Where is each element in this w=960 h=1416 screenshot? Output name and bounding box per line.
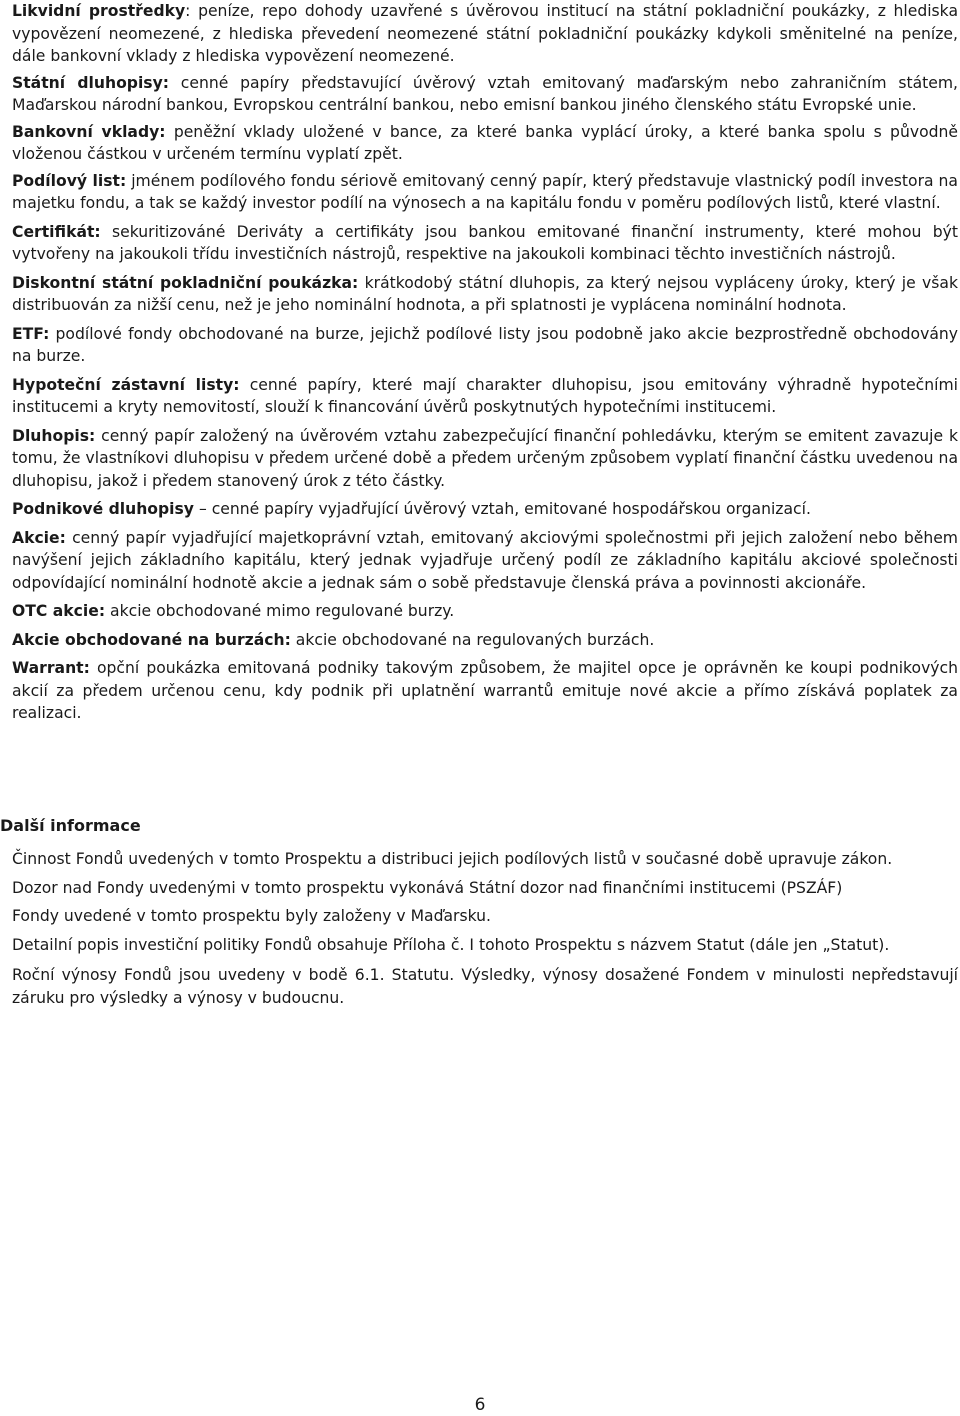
definition-akcie	[12, 527, 958, 595]
page-number: 6	[474, 1395, 486, 1415]
definition-otc-akcie	[12, 600, 958, 623]
definition-likvidni-prostredky: Likvidní prostředky: peníze, repo dohody uzavřené s úvěrovou institucí na státní pokladniční poukázky, z hlediska vypovězení neomezené, z hlediska převedení neomezené státní pokladniční poukázky kdykoli směnitelné na peníze, dále bankovní vklady z hlediska vypovězení neomezené.	[12, 2, 958, 65]
definition-text: peněžní vklady uložené v bance, za které banka vyplácí úroky, a které banka spolu s původně vloženou částkou v určeném termínu vyplatí zpět.	[12, 122, 958, 163]
definition-text: cenné papíry, které mají charakter dluhopisu, jsou emitovány výhradně hypotečními institucemi a kryty nemovitostí, slouží k financování úvěrů poskytnutých hypotečními institucemi.	[12, 375, 958, 416]
definition-text: jménem podílového fondu sériově emitovaný cenný papír, který představuje vlastnický podíl investora na majetku fondu, a tak se každý investor podílí na výnosech a na kapitálu fondu v poměru podílových listů, které vlastní.	[12, 171, 958, 212]
definition-warrant	[12, 657, 958, 725]
definitions-list	[12, 0, 958, 725]
definition-podilovy-list	[12, 170, 958, 215]
definition-term: Likvidní prostředky	[12, 2, 186, 20]
info-list	[12, 848, 958, 1015]
definition-text: podílové fondy obchodované na burze, jejichž podílové listy jsou podobně jako akcie bezprostředně obchodovány na burze.	[12, 324, 958, 365]
definition-term: Státní dluhopisy:	[12, 73, 169, 92]
definition-term: Dluhopis:	[12, 426, 96, 445]
section-heading: Další informace	[0, 816, 141, 835]
definition-term: Podnikové dluhopisy	[12, 500, 194, 518]
definition-term: OTC akcie:	[12, 602, 106, 620]
definition-diskontni-poukazka	[12, 272, 958, 317]
definition-term: Podílový list:	[12, 171, 127, 190]
definition-text: akcie obchodované mimo regulované burzy.	[110, 602, 455, 620]
definition-text: cenný papír založený na úvěrovém vztahu zabezpečující finanční pohledávku, kterým se emitent zavazuje k tomu, že vlastníkovi dluhopisu v předem určené době a předem určeným způsobem vyplatí finanční částku uvedenou na dluhopisu, jakož i předem stanovený úrok z této částky.	[12, 426, 958, 490]
info-paragraph: Roční výnosy Fondů jsou uvedeny v bodě 6.1. Statutu. Výsledky, výnosy dosažené Fondem v minulosti nepředstavují záruku pro výsledky a výnosy v budoucnu.	[12, 966, 958, 1007]
definition-etf	[12, 323, 958, 368]
definition-akcie-na-burzach	[12, 629, 958, 652]
definition-text: peníze, repo dohody uzavřené s úvěrovou institucí na státní pokladniční poukázky, z hlediska vypovězení neomezené, z hlediska převedení neomezené státní pokladniční poukázky kdykoli směnitelné na peníze, dále bankovní vklady z hlediska vypovězení neomezené.	[12, 2, 958, 65]
definition-certifikat	[12, 221, 958, 266]
info-paragraph: Dozor nad Fondy uvedenými v tomto prospektu vykonává Státní dozor nad finančními institucemi (PSZÁF)	[12, 878, 843, 897]
definition-bankovni-vklady	[12, 121, 958, 166]
definition-term: ETF:	[12, 324, 50, 343]
definition-dluhopis	[12, 425, 958, 493]
definition-text: krátkodobý státní dluhopis, za který nejsou vypláceny úroky, který je však distribuován za nižší cenu, než je jeho nominální hodnota, a při splatnosti je vyplácena nominální hodnota.	[12, 273, 958, 314]
definition-text: sekuritizováné Deriváty a certifikáty jsou bankou emitované finanční instrumenty, které mohou být vytvořeny na jakoukoli třídu investičních nástrojů, respektive na jakoukoli kombinaci těchto investičních nástrojů.	[12, 222, 958, 263]
definition-term: Warrant:	[12, 659, 90, 677]
definition-text: cenný papír vyjadřující majetkoprávní vztah, emitovaný akciovými společnostmi při jejich založení nebo během navýšení jejich základního kapitálu, který jednak vyjadřuje určený podíl ze základního kapitálu akciové společnosti odpovídající nominální hodnotě akcie a jednak sám o sobě představuje členská práva a povinnosti akcionáře.	[12, 528, 958, 592]
definition-statni-dluhopisy	[12, 72, 958, 117]
info-paragraph: Detailní popis investiční politiky Fondů obsahuje Příloha č. I tohoto Prospektu s názvem Statut (dále jen „Statut).	[12, 935, 890, 954]
definition-term: Certifikát:	[12, 222, 101, 241]
definition-text: akcie obchodované na regulovaných burzách.	[295, 630, 655, 649]
definition-term: Hypoteční zástavní listy:	[12, 375, 240, 394]
definition-hypotecni-listy	[12, 374, 958, 419]
definition-term: Akcie obchodované na burzách:	[12, 630, 291, 649]
info-paragraph: Činnost Fondů uvedených v tomto Prospektu a distribuci jejich podílových listů v současné době upravuje zákon.	[12, 850, 893, 868]
definition-text: – cenné papíry vyjadřující úvěrový vztah, emitované hospodářskou organizací.	[198, 500, 811, 518]
definition-term: Bankovní vklady:	[12, 122, 166, 141]
definition-text: cenné papíry představující úvěrový vztah emitovaný maďarským nebo zahraničním státem, Maďarskou národní bankou, Evropskou centrální bankou, nebo emisní bankou jiného členského státu Evropské unie.	[12, 73, 958, 114]
definition-text: opční poukázka emitovaná podniky takovým způsobem, že majitel opce je oprávněn ke koupi podnikových akcií za předem určenou cenu, kdy podnik při uplatnění warrantů emituje nové akcie a přímo získává poplatek za realizaci.	[12, 659, 958, 722]
definition-podnikove-dluhopisy	[12, 498, 958, 521]
definition-term: Akcie:	[12, 528, 66, 547]
definition-term: Diskontní státní pokladniční poukázka:	[12, 273, 359, 292]
info-paragraph: Fondy uvedené v tomto prospektu byly založeny v Maďarsku.	[12, 907, 491, 925]
